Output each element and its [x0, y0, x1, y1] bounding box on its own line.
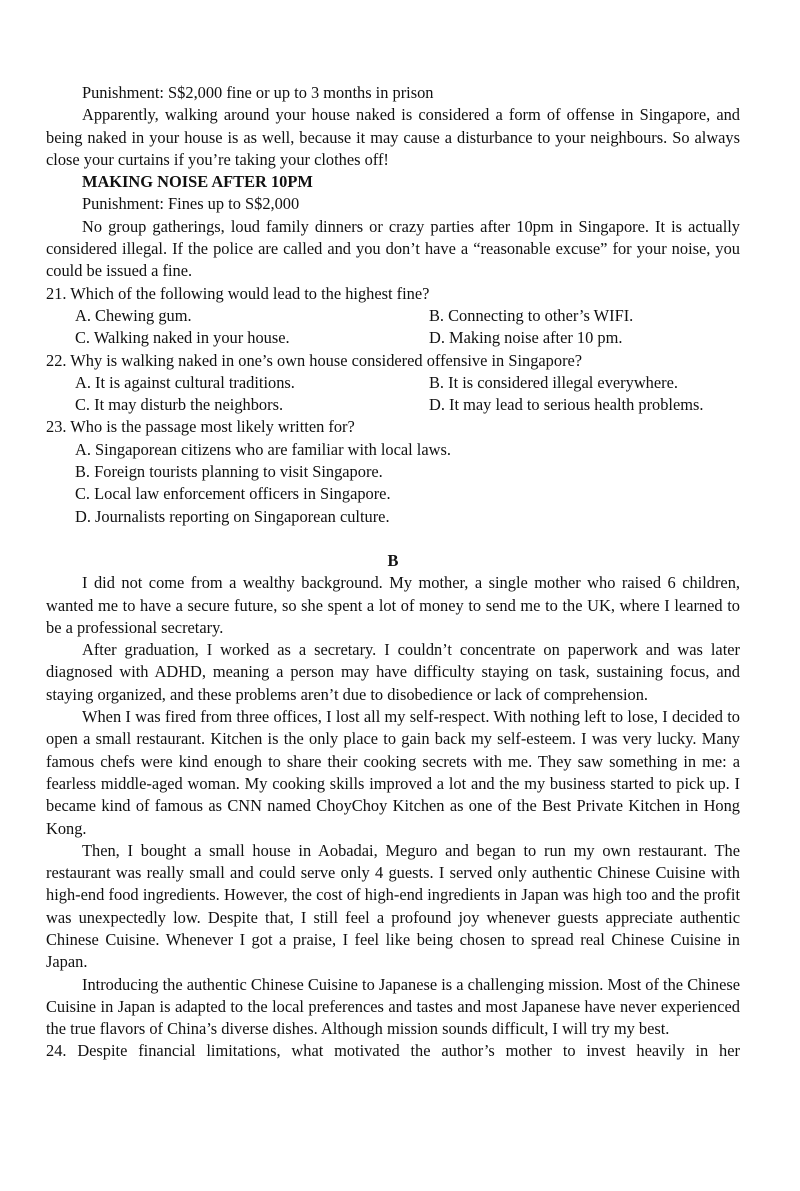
punishment-nudity: Punishment: S$2,000 fine or up to 3 months in prison: [82, 83, 434, 102]
option-b: B. Connecting to other’s WIFI.: [429, 305, 634, 325]
option-d: D. Making noise after 10 pm.: [429, 328, 623, 348]
options: [46, 305, 740, 350]
question-23: [46, 416, 740, 527]
option-c: C. Local law enforcement officers in Singapore.: [75, 484, 391, 504]
option-d: D. It may lead to serious health problems.: [429, 395, 704, 415]
option-c: C. Walking naked in your house.: [75, 328, 290, 348]
option-c: C. It may disturb the neighbors.: [75, 395, 284, 415]
question-24-stem: 24. Despite financial limitations, what motivated the author’s mother to invest heavily in her: [46, 1041, 740, 1061]
question-stem: 21. Which of the following would lead to the highest fine?: [46, 283, 430, 303]
options: [46, 439, 740, 528]
noise-heading: MAKING NOISE AFTER 10PM: [82, 172, 313, 192]
question-22: [46, 350, 740, 417]
passage-b-paragraph: After graduation, I worked as a secretary. I couldn’t concentrate on paperwork and was later diagnosed with ADHD, meaning a person may have difficulty staying on task, sustaining focus, and staying organized, and these problems aren’t due to disobedience or lack of comprehension.: [46, 640, 740, 704]
exam-page: [46, 82, 740, 1063]
options: [46, 372, 740, 417]
noise-paragraph: No group gatherings, loud family dinners or crazy parties after 10pm in Singapore. It is actually considered illegal. If the police are called and you don’t have a “reasonable excuse” for your noise, you could be issued a fine.: [46, 216, 740, 281]
option-a: A. Singaporean citizens who are familiar with local laws.: [75, 439, 451, 459]
option-b: B. It is considered illegal everywhere.: [429, 372, 678, 392]
option-a: A. Chewing gum.: [75, 305, 192, 325]
section-b-heading: B: [387, 550, 399, 570]
question-21: [46, 283, 740, 350]
passage-b-paragraph: Then, I bought a small house in Aobadai, Meguro and began to run my own restaurant. The restaurant was really small and could serve only 4 guests. I served only authentic Chinese Cuisine with high-end food ingredients. However, the cost of high-end ingredients in Japan was high too and the profit was unexpectedly low. Despite that, I still feel a profound joy whenever guests appreciate authentic Chinese Cuisine. Whenever I got a praise, I feel like being chosen to spread real Chinese Cuisine in Japan.: [46, 840, 740, 972]
punishment-noise: Punishment: Fines up to S$2,000: [82, 194, 300, 214]
option-a: A. It is against cultural traditions.: [75, 372, 295, 392]
passage-b-paragraph: When I was fired from three offices, I lost all my self-respect. With nothing left to lose, I decided to open a small restaurant. Kitchen is the only place to gain back my self-esteem. I was very lucky. Many famous chefs were kind enough to share their cooking secrets with me. They saw something in me: a fearless middle-aged woman. My cooking skills improved a lot and the my business started to pick up. I became kind of famous as CNN named ChoyChoy Kitchen as one of the Best Private Kitchen in Hong Kong.: [46, 707, 740, 838]
option-b: B. Foreign tourists planning to visit Singapore.: [75, 462, 383, 482]
question-stem: 22. Why is walking naked in one’s own house considered offensive in Singapore?: [46, 350, 583, 370]
passage-b-paragraph: Introducing the authentic Chinese Cuisine to Japanese is a challenging mission. Most of the Chinese Cuisine in Japan is adapted to the local preferences and tastes and most Japanese have never experienced the true flavors of China’s diverse dishes. Although mission sounds difficult, I will try my best.: [46, 974, 740, 1039]
question-stem: 23. Who is the passage most likely written for?: [46, 417, 355, 437]
nudity-paragraph: Apparently, walking around your house naked is considered a form of offense in Singapore, and being naked in your house is as well, because it may cause a disturbance to your neighbours. So always close your curtains if you’re taking your clothes off!: [46, 105, 740, 169]
passage-b-paragraph: I did not come from a wealthy background. My mother, a single mother who raised 6 children, wanted me to have a secure future, so she spent a lot of money to send me to the UK, where I learned to be a professional secretary.: [46, 573, 740, 637]
option-d: D. Journalists reporting on Singaporean culture.: [75, 506, 390, 526]
